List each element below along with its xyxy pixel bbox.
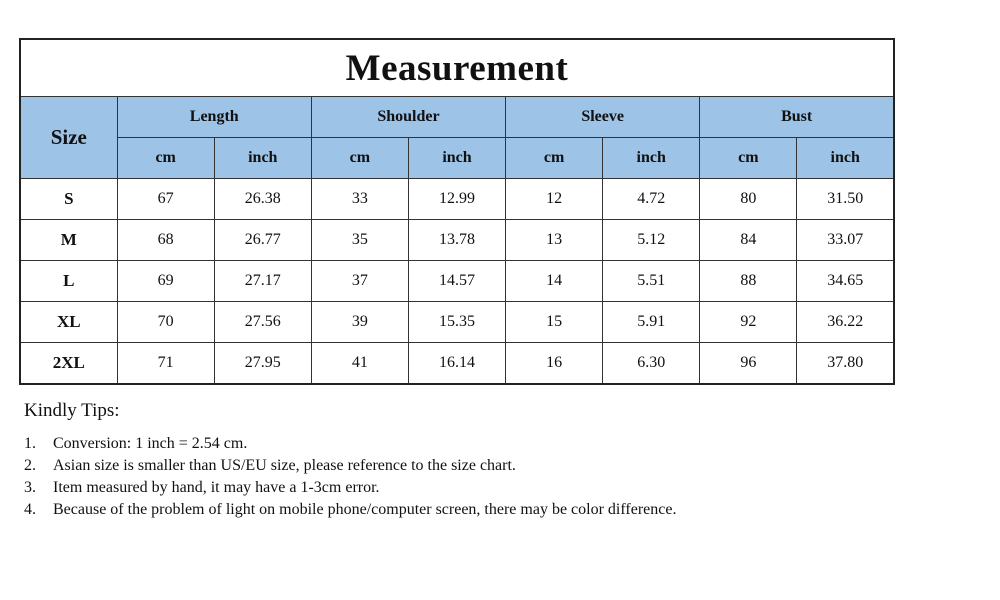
shoulder-cm-value: 41 xyxy=(311,343,408,385)
shoulder-inch-value: 13.78 xyxy=(408,220,505,261)
tip-text: Item measured by hand, it may have a 1-3cm error. xyxy=(53,479,380,496)
sleeve-header: Sleeve xyxy=(506,97,700,138)
shoulder-cm-header: cm xyxy=(311,138,408,179)
length-header: Length xyxy=(117,97,311,138)
tip-text: Because of the problem of light on mobile phone/computer screen, there may be color difference. xyxy=(53,501,677,518)
size-label: S xyxy=(20,179,117,220)
tips-list xyxy=(24,433,724,521)
shoulder-cm-value: 35 xyxy=(311,220,408,261)
unit-header-row xyxy=(20,138,894,179)
list-item xyxy=(24,433,724,455)
bust-cm-header: cm xyxy=(700,138,797,179)
bust-cm-value: 92 xyxy=(700,302,797,343)
sleeve-inch-value: 5.51 xyxy=(603,261,700,302)
sleeve-cm-value: 12 xyxy=(506,179,603,220)
table-row xyxy=(20,179,894,220)
size-label: L xyxy=(20,261,117,302)
tip-text: Asian size is smaller than US/EU size, please reference to the size chart. xyxy=(53,457,516,474)
group-header-row xyxy=(20,97,894,138)
shoulder-inch-value: 14.57 xyxy=(408,261,505,302)
table-row xyxy=(20,261,894,302)
length-inch-header: inch xyxy=(214,138,311,179)
title-row xyxy=(20,39,894,97)
bust-cm-value: 88 xyxy=(700,261,797,302)
length-inch-value: 27.56 xyxy=(214,302,311,343)
length-inch-value: 26.38 xyxy=(214,179,311,220)
bust-cm-value: 84 xyxy=(700,220,797,261)
bust-inch-value: 37.80 xyxy=(797,343,894,385)
tip-number: 2. xyxy=(24,457,36,474)
sleeve-cm-header: cm xyxy=(506,138,603,179)
size-label: 2XL xyxy=(20,343,117,385)
kindly-tips-section xyxy=(24,400,724,521)
sleeve-cm-value: 16 xyxy=(506,343,603,385)
tip-number: 1. xyxy=(24,435,36,452)
length-inch-value: 26.77 xyxy=(214,220,311,261)
length-cm-value: 67 xyxy=(117,179,214,220)
length-cm-header: cm xyxy=(117,138,214,179)
sleeve-cm-value: 14 xyxy=(506,261,603,302)
bust-cm-value: 80 xyxy=(700,179,797,220)
list-item xyxy=(24,477,724,499)
tips-heading: Kindly Tips: xyxy=(24,400,120,421)
shoulder-cm-value: 37 xyxy=(311,261,408,302)
table-row xyxy=(20,343,894,385)
bust-inch-value: 33.07 xyxy=(797,220,894,261)
shoulder-inch-value: 16.14 xyxy=(408,343,505,385)
shoulder-header: Shoulder xyxy=(311,97,505,138)
size-label: XL xyxy=(20,302,117,343)
bust-inch-value: 31.50 xyxy=(797,179,894,220)
table-row xyxy=(20,302,894,343)
shoulder-inch-header: inch xyxy=(408,138,505,179)
shoulder-cm-value: 39 xyxy=(311,302,408,343)
size-label: M xyxy=(20,220,117,261)
size-column-header: Size xyxy=(20,97,117,179)
table-row xyxy=(20,220,894,261)
tip-text: Conversion: 1 inch = 2.54 cm. xyxy=(53,435,248,452)
bust-header: Bust xyxy=(700,97,894,138)
sleeve-inch-value: 5.12 xyxy=(603,220,700,261)
shoulder-inch-value: 12.99 xyxy=(408,179,505,220)
table-title: Measurement xyxy=(20,39,894,97)
sleeve-inch-value: 5.91 xyxy=(603,302,700,343)
length-inch-value: 27.17 xyxy=(214,261,311,302)
list-item xyxy=(24,455,724,477)
length-inch-value: 27.95 xyxy=(214,343,311,385)
sleeve-cm-value: 15 xyxy=(506,302,603,343)
sleeve-cm-value: 13 xyxy=(506,220,603,261)
bust-cm-value: 96 xyxy=(700,343,797,385)
size-chart-table xyxy=(19,38,895,385)
length-cm-value: 70 xyxy=(117,302,214,343)
sleeve-inch-value: 6.30 xyxy=(603,343,700,385)
shoulder-inch-value: 15.35 xyxy=(408,302,505,343)
list-item xyxy=(24,499,724,521)
length-cm-value: 71 xyxy=(117,343,214,385)
bust-inch-value: 34.65 xyxy=(797,261,894,302)
tip-number: 4. xyxy=(24,501,36,518)
length-cm-value: 68 xyxy=(117,220,214,261)
sleeve-inch-value: 4.72 xyxy=(603,179,700,220)
tip-number: 3. xyxy=(24,479,36,496)
shoulder-cm-value: 33 xyxy=(311,179,408,220)
bust-inch-value: 36.22 xyxy=(797,302,894,343)
length-cm-value: 69 xyxy=(117,261,214,302)
bust-inch-header: inch xyxy=(797,138,894,179)
sleeve-inch-header: inch xyxy=(603,138,700,179)
